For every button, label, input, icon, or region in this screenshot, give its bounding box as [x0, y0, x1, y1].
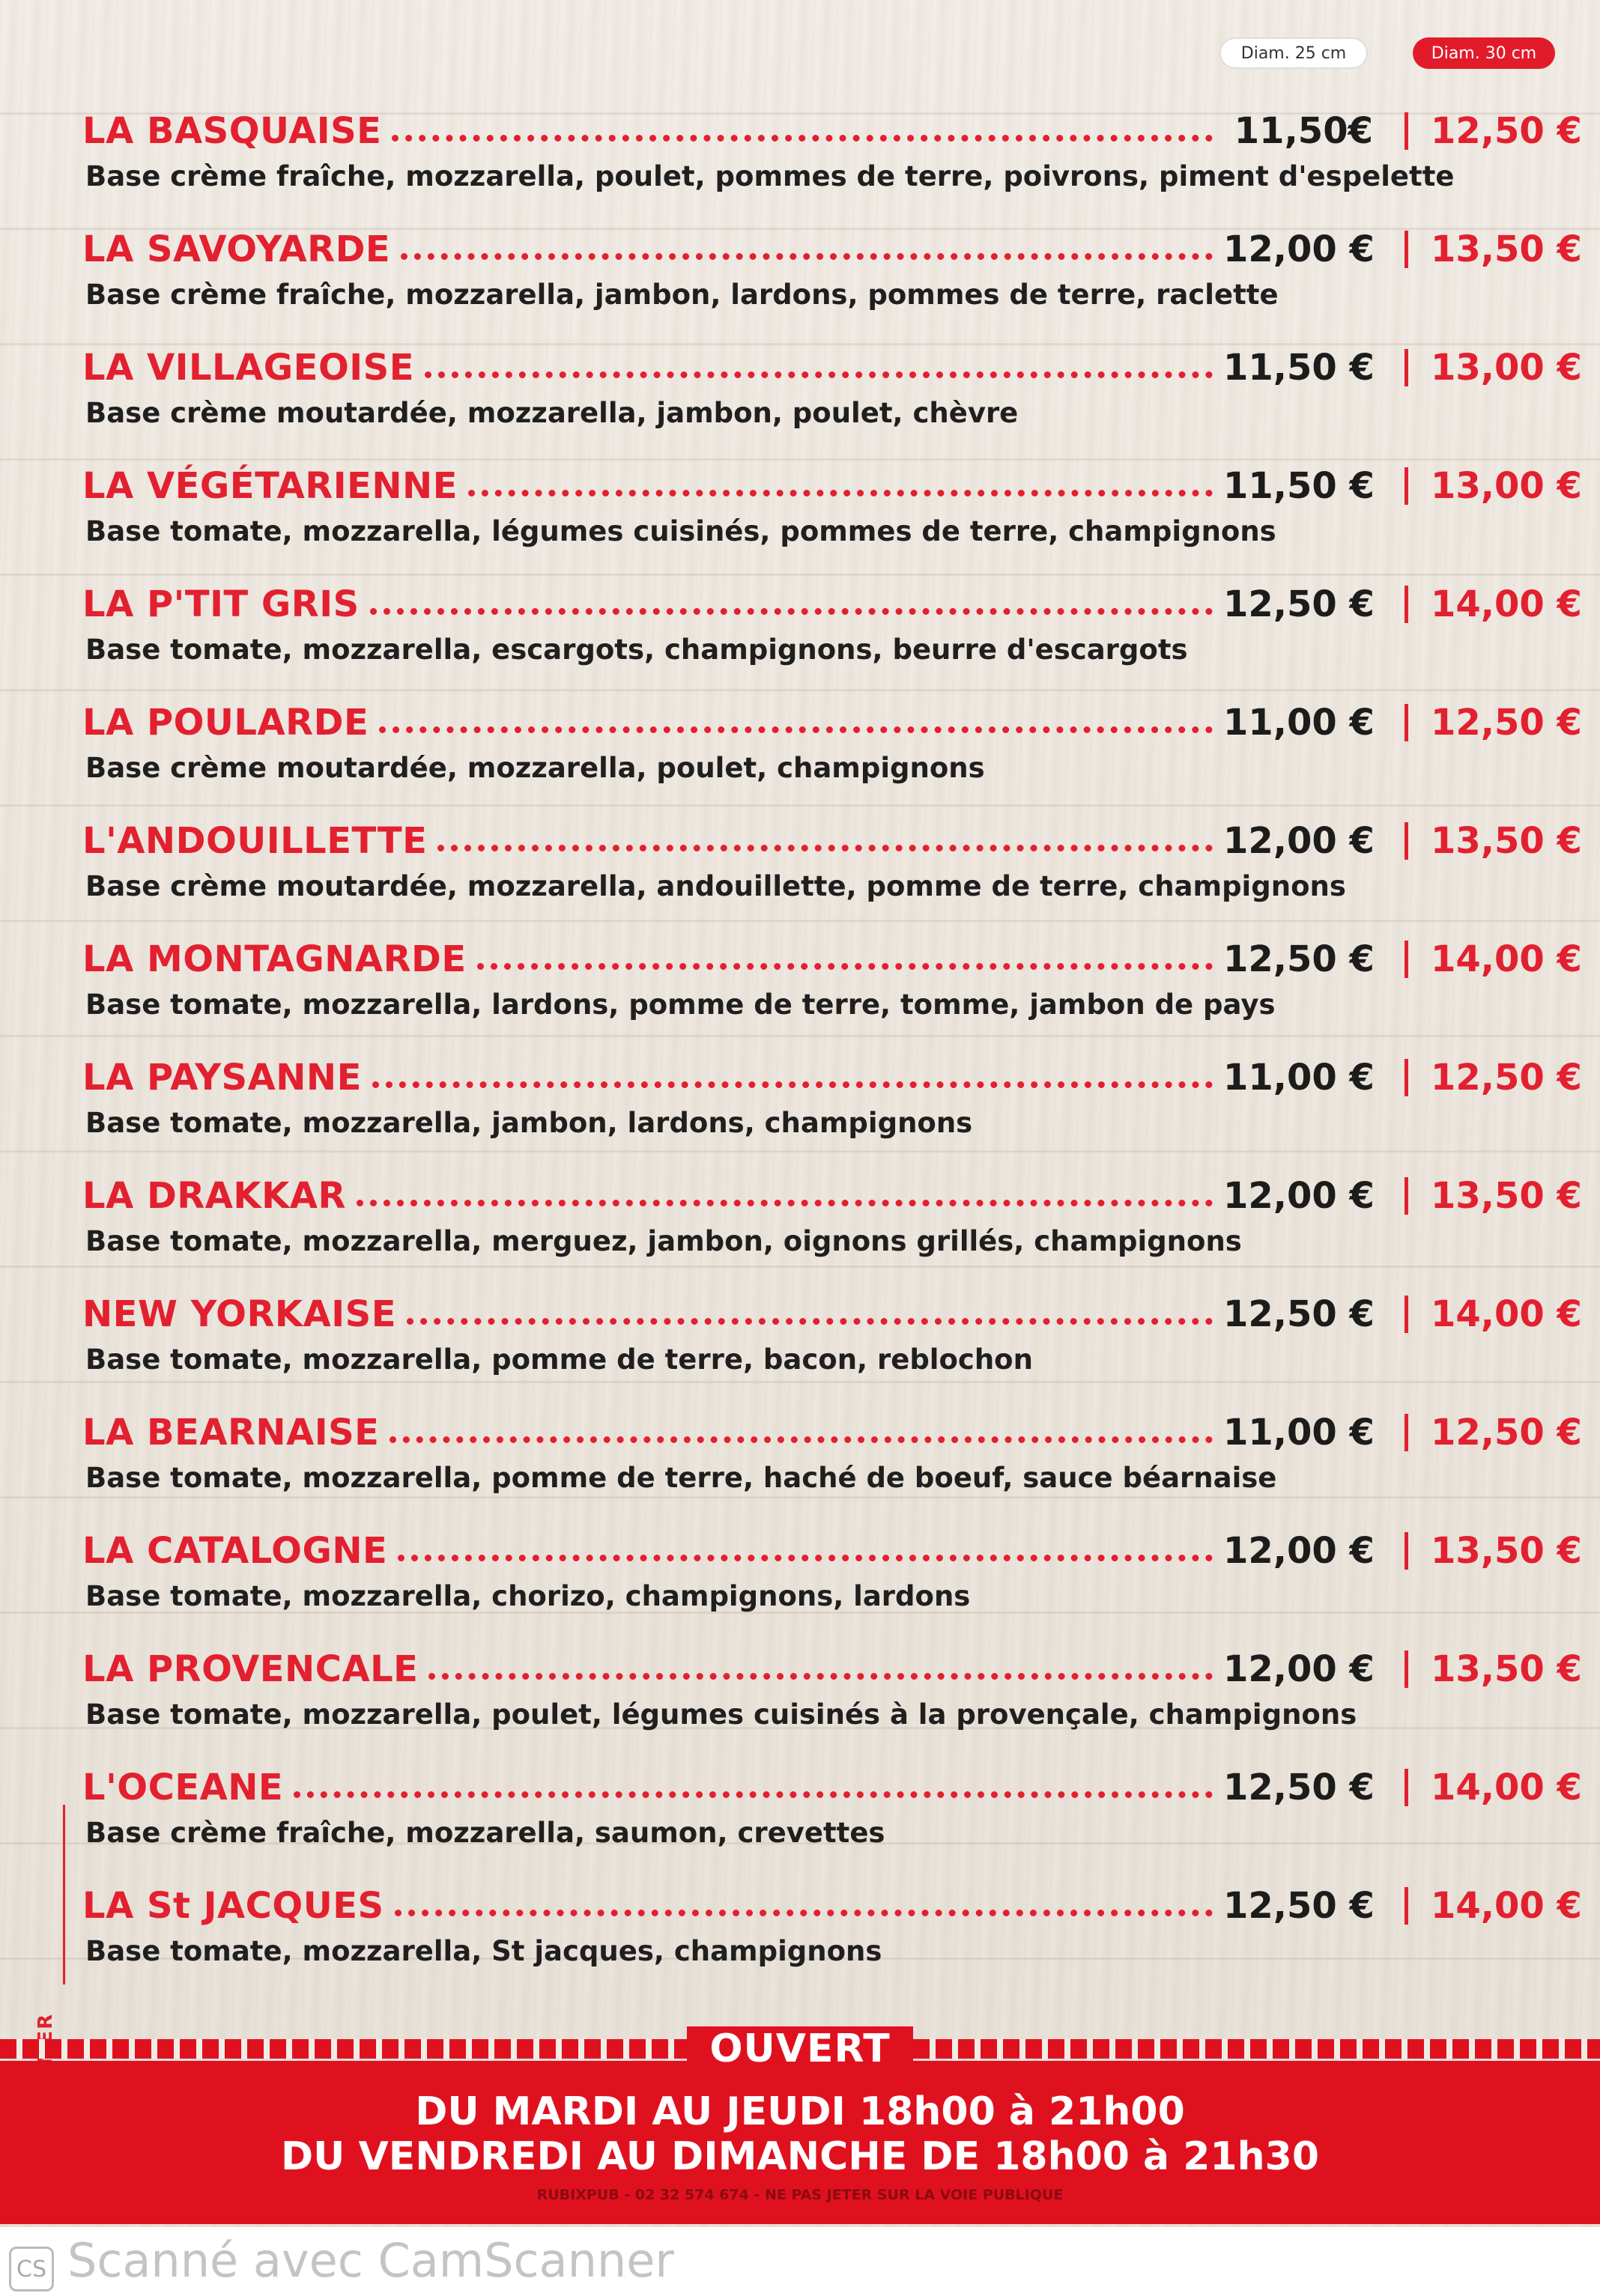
price-30: 14,00 € [1431, 1293, 1582, 1335]
dot-leader [357, 1200, 1213, 1206]
price-30: 14,00 € [1431, 583, 1582, 625]
price-25: 11,50€ [1234, 110, 1373, 152]
item-name: LA P'TIT GRIS [82, 583, 360, 625]
menu-item [82, 457, 1582, 575]
item-name: LA MONTAGNARDE [82, 938, 467, 980]
price-25: 11,00 € [1223, 1412, 1375, 1454]
menu-item [82, 1877, 1582, 1995]
price-25: 12,50 € [1223, 1885, 1375, 1927]
dot-leader [379, 726, 1213, 733]
price-25: 12,00 € [1223, 1530, 1375, 1572]
price-30: 13,50 € [1431, 820, 1582, 862]
pizza-list [82, 102, 1582, 1995]
item-name: LA PAYSANNE [82, 1057, 362, 1099]
price-30: 13,50 € [1431, 1648, 1582, 1690]
menu-item [82, 102, 1582, 220]
item-name: LA VÉGÉTARIENNE [82, 465, 458, 507]
menu-item [82, 693, 1582, 812]
item-name: NEW YORKAISE [82, 1293, 396, 1335]
item-name: LA BEARNAISE [82, 1412, 380, 1454]
price-divider [1404, 1650, 1408, 1688]
item-name: L'ANDOUILLETTE [82, 820, 428, 862]
item-description: Base tomate, mozzarella, pomme de terre, haché de boeuf, sauce béarnaise [85, 1462, 1277, 1494]
price-divider [1404, 349, 1408, 386]
price-divider [1404, 467, 1408, 505]
menu-item [82, 1167, 1582, 1285]
dot-leader [425, 371, 1213, 378]
seafood-section-line [63, 1805, 65, 1984]
fine-print: RUBIXPUB - 02 32 574 674 - NE PAS JETER SUR LA VOIE PUBLIQUE [536, 2187, 1064, 2203]
open-heading [0, 2026, 1600, 2071]
camscanner-logo-icon: CS [9, 2247, 54, 2292]
price-30: 13,50 € [1431, 1530, 1582, 1572]
dot-leader [370, 608, 1213, 615]
menu-item [82, 1522, 1582, 1640]
dot-leader [477, 963, 1213, 970]
price-divider [1404, 941, 1408, 978]
menu-item [82, 1758, 1582, 1877]
price-30: 13,50 € [1431, 1175, 1582, 1217]
item-name: LA St JACQUES [82, 1885, 384, 1927]
price-30: 13,50 € [1431, 228, 1582, 270]
open-label: OUVERT [687, 2026, 912, 2071]
item-description: Base crème fraîche, mozzarella, saumon, crevettes [85, 1817, 885, 1849]
price-25: 11,00 € [1223, 702, 1375, 744]
menu-item [82, 930, 1582, 1048]
opening-hours-weekday: DU MARDI AU JEUDI 18h00 à 21h00 [415, 2089, 1185, 2134]
item-description: Base crème moutardée, mozzarella, andouillette, pomme de terre, champignons [85, 870, 1346, 902]
scanner-watermark [0, 2227, 1600, 2296]
price-divider [1404, 112, 1408, 150]
scanner-text: Scanné avec CamScanner [67, 2233, 674, 2288]
menu-item [82, 812, 1582, 930]
menu-item [82, 1403, 1582, 1522]
item-name: LA PROVENCALE [82, 1648, 419, 1690]
price-divider [1404, 1887, 1408, 1925]
diameter-30-badge: Diam. 30 cm [1413, 37, 1555, 69]
dot-leader [437, 845, 1213, 851]
price-30: 12,50 € [1431, 1412, 1582, 1454]
dot-leader [407, 1318, 1213, 1325]
item-description: Base crème moutardée, mozzarella, poulet, champignons [85, 752, 985, 784]
price-divider [1404, 704, 1408, 741]
price-25: 12,00 € [1223, 1175, 1375, 1217]
price-30: 13,00 € [1431, 347, 1582, 389]
stripe-right [913, 2039, 1600, 2059]
item-name: LA VILLAGEOISE [82, 347, 414, 389]
price-30: 12,50 € [1431, 110, 1582, 152]
price-30: 12,50 € [1431, 702, 1582, 744]
dot-leader [392, 135, 1213, 142]
item-name: LA CATALOGNE [82, 1530, 388, 1572]
menu-item [82, 338, 1582, 457]
menu-item [82, 1640, 1582, 1758]
price-25: 12,00 € [1223, 820, 1375, 862]
price-25: 12,00 € [1223, 228, 1375, 270]
menu-item [82, 220, 1582, 338]
price-divider [1404, 1414, 1408, 1451]
price-25: 12,50 € [1223, 583, 1375, 625]
item-description: Base tomate, mozzarella, légumes cuisinés, pommes de terre, champignons [85, 515, 1276, 547]
item-name: LA POULARDE [82, 702, 369, 744]
item-description: Base tomate, mozzarella, merguez, jambon, oignons grillés, champignons [85, 1225, 1242, 1257]
price-divider [1404, 586, 1408, 623]
dot-leader [390, 1436, 1213, 1443]
price-25: 12,50 € [1223, 1293, 1375, 1335]
item-description: Base tomate, mozzarella, chorizo, champignons, lardons [85, 1580, 971, 1612]
dot-leader [468, 490, 1213, 496]
price-divider [1404, 1177, 1408, 1215]
price-25: 12,50 € [1223, 938, 1375, 980]
item-description: Base tomate, mozzarella, lardons, pomme de terre, tomme, jambon de pays [85, 988, 1276, 1021]
item-description: Base tomate, mozzarella, escargots, champignons, beurre d'escargots [85, 634, 1188, 666]
diameter-25-badge: Diam. 25 cm [1219, 37, 1368, 69]
item-description: Base crème moutardée, mozzarella, jambon, poulet, chèvre [85, 397, 1019, 429]
item-description: Base tomate, mozzarella, poulet, légumes cuisinés à la provençale, champignons [85, 1698, 1357, 1731]
menu-item [82, 1048, 1582, 1167]
item-description: Base crème fraîche, mozzarella, jambon, lardons, pommes de terre, raclette [85, 279, 1279, 311]
price-divider [1404, 1059, 1408, 1096]
item-name: LA DRAKKAR [82, 1175, 346, 1217]
price-25: 12,00 € [1223, 1648, 1375, 1690]
price-divider [1404, 822, 1408, 860]
price-30: 14,00 € [1431, 1885, 1582, 1927]
price-divider [1404, 231, 1408, 268]
price-25: 12,50 € [1223, 1767, 1375, 1808]
price-25: 11,50 € [1223, 465, 1375, 507]
item-description: Base tomate, mozzarella, jambon, lardons, champignons [85, 1107, 973, 1139]
price-25: 11,50 € [1223, 347, 1375, 389]
opening-hours-weekend: DU VENDREDI AU DIMANCHE DE 18h00 à 21h30 [281, 2134, 1319, 2179]
item-description: Base tomate, mozzarella, pomme de terre, bacon, reblochon [85, 1343, 1033, 1376]
price-30: 14,00 € [1431, 938, 1582, 980]
item-name: LA SAVOYARDE [82, 228, 391, 270]
dot-leader [398, 1555, 1213, 1561]
price-divider [1404, 1296, 1408, 1333]
item-name: LA BASQUAISE [82, 110, 382, 152]
price-30: 13,00 € [1431, 465, 1582, 507]
price-divider [1404, 1769, 1408, 1806]
stripe-left [0, 2039, 687, 2059]
dot-leader [401, 253, 1213, 260]
dot-leader [428, 1673, 1213, 1680]
menu-item [82, 575, 1582, 693]
price-30: 14,00 € [1431, 1767, 1582, 1808]
price-25: 11,00 € [1223, 1057, 1375, 1099]
price-divider [1404, 1532, 1408, 1570]
menu-item [82, 1285, 1582, 1403]
dot-leader [372, 1081, 1213, 1088]
item-description: Base tomate, mozzarella, St jacques, champignons [85, 1935, 882, 1967]
item-description: Base crème fraîche, mozzarella, poulet, pommes de terre, poivrons, piment d'espelette [85, 160, 1455, 192]
dot-leader [395, 1910, 1213, 1916]
item-name: L'OCEANE [82, 1767, 284, 1808]
dot-leader [294, 1791, 1213, 1798]
price-30: 12,50 € [1431, 1057, 1582, 1099]
